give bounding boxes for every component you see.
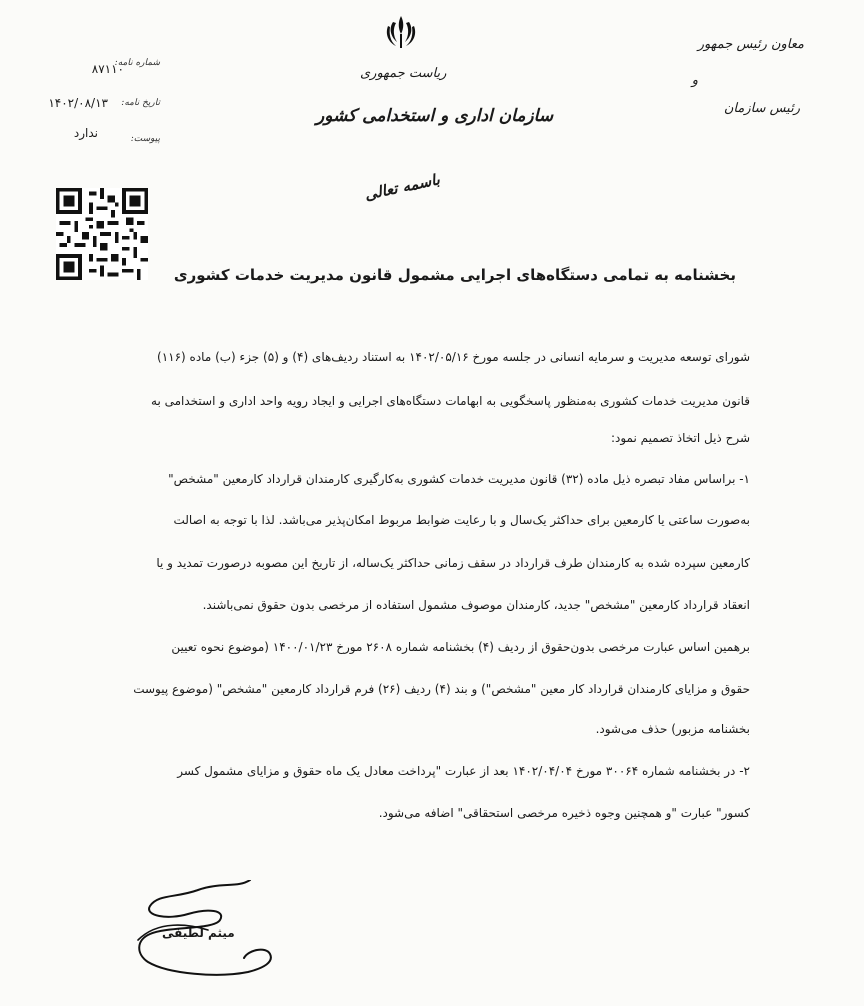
number-label: شماره نامه: xyxy=(114,58,160,68)
body-line: ۱- براساس مفاد تبصره ذیل ماده (۳۲) قانون مدیریت خدمات کشوری به‌کارگیری کارمندان قرارداد کارمعین "مشخص" xyxy=(168,472,750,486)
circular-title: بخشنامه به تمامی دستگاه‌های اجرایی مشمول قانون مدیریت خدمات کشوری xyxy=(173,266,736,284)
body-line: کارمعین سپرده شده به کارمندان طرف قرارداد در سقف زمانی حداکثر یک‌ساله، از تاریخ این مصوبه درصورت تمدید و یا xyxy=(156,556,750,570)
iran-emblem-icon xyxy=(381,12,421,52)
letter-date: ۱۴۰۲/۰۸/۱۳ xyxy=(48,96,108,110)
signatory-name: میثم لطیفی xyxy=(162,926,235,940)
body-line: قانون مدیریت خدمات کشوری به‌منظور پاسخگویی به ابهامات دستگاه‌های اجرایی و ایجاد رویه واحد اداری و استخدامی به xyxy=(151,394,750,408)
bismillah-heading: باسمه تعالی xyxy=(362,170,442,204)
qr-code-icon xyxy=(52,188,152,280)
body-line: به‌صورت ساعتی یا کارمعین برای حداکثر یک‌سال و با رعایت ضوابط مربوط امکان‌پذیر می‌باشد. لذا با توجه به اصالت xyxy=(173,513,750,527)
body-line: شرح ذیل اتخاذ تصمیم نمود: xyxy=(610,431,750,445)
letter-number: ۸۷۱۱۰ xyxy=(91,62,124,76)
organization-name: سازمان اداری و استخدامی کشور xyxy=(316,106,554,126)
sender-title-line1: معاون رئیس جمهور xyxy=(697,37,804,52)
body-line: برهمین اساس عبارت مرخصی بدون‌حقوق از ردیف (۴) بخشنامه شماره ۲۶۰۸ مورخ ۱۴۰۰/۰۱/۲۳ (موضوع نحوه تعیین xyxy=(171,640,750,654)
sender-title-line3: رئیس سازمان xyxy=(723,101,800,116)
date-label: تاریخ نامه: xyxy=(121,98,160,108)
body-line: کسور" عبارت "و همچنین وجوه ذخیره مرخصی استحقاقی" اضافه می‌شود. xyxy=(378,806,750,820)
sender-title-line2: و xyxy=(691,73,698,88)
body-line: ۲- در بخشنامه شماره ۳۰۰۶۴ مورخ ۱۴۰۲/۰۴/۰۴ بعد از عبارت "پرداخت معادل یک ماه حقوق و مزایای مشمول کسر xyxy=(177,764,750,778)
body-line: بخشنامه مزبور) حذف می‌شود. xyxy=(595,722,750,736)
body-line: انعقاد قرارداد کارمعین "مشخص" جدید، کارمندان موصوف مشمول استفاده از مرخصی بدون حقوق نمی‌باشند. xyxy=(202,598,750,612)
attachment-label: پیوست: xyxy=(130,134,160,144)
body-line: شورای توسعه مدیریت و سرمایه انسانی در جلسه مورخ ۱۴۰۲/۰۵/۱۶ به استناد ردیف‌های (۴) و (۵) جزء (ب) ماده (۱۱۶) xyxy=(157,350,750,364)
body-line: حقوق و مزایای کارمندان قرارداد کار معین "مشخص") و بند (۴) ردیف (۲۶) فرم قرارداد کارمعین "مشخص" (موضوع پیوست xyxy=(133,682,750,696)
presidency-label: ریاست جمهوری xyxy=(360,66,447,81)
attachment-value: ندارد xyxy=(73,126,98,140)
